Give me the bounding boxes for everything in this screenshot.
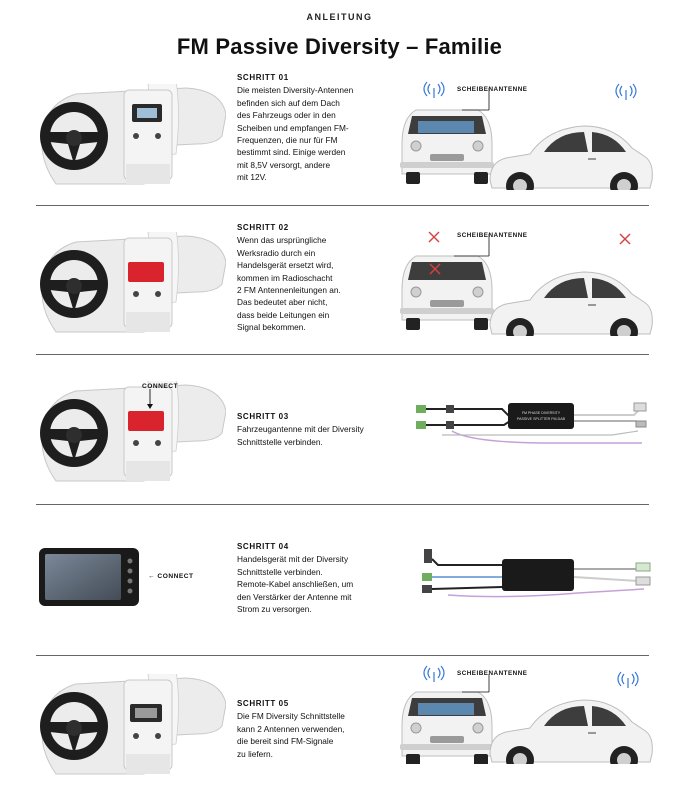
diversity-box-icon <box>508 403 574 429</box>
signal-icon <box>424 82 444 98</box>
step-description: Fahrzeugantenne mit der Diversity Schnittstelle verbinden. <box>237 424 364 447</box>
diversity-box-icon <box>502 559 574 591</box>
connector-icon <box>416 405 426 413</box>
cross-icon <box>429 232 439 242</box>
step-text <box>237 541 397 615</box>
car-illustration <box>392 80 657 190</box>
step-label: SCHRITT 01 <box>237 73 289 82</box>
diversity-module-illustration <box>412 391 657 463</box>
step-label: SCHRITT 05 <box>237 699 289 708</box>
signal-icon <box>424 666 444 682</box>
step-03 <box>0 355 679 503</box>
dashboard-illustration <box>36 84 226 196</box>
connector-icon <box>636 577 650 585</box>
car-side-icon <box>490 272 652 336</box>
annotation-scheibenantenne: SCHEIBENANTENNE <box>457 86 528 93</box>
step-text <box>237 72 387 184</box>
svg-text:FM PHASE DIVERSITY: FM PHASE DIVERSITY <box>521 411 561 415</box>
car-side-icon <box>490 126 652 190</box>
connector-icon <box>422 585 432 593</box>
step-description: Die meisten Diversity-Antennen befinden sich auf dem Dach des Fahrzeugs oder in den Scheiben und empfangen FM- Frequenzen, die nur für FM bestimmt sind. Einige werden mit 8,5V versorgt, andere mit 12V. <box>237 85 354 183</box>
step-description: Handelsgerät mit der Diversity Schnittstelle verbinden. Remote-Kabel anschließen, um den Verstärker der Antenne mit Strom zu versorgen. <box>237 554 354 615</box>
page-eyebrow: ANLEITUNG <box>306 12 373 22</box>
step-text <box>237 698 387 760</box>
car-front-icon <box>400 256 494 330</box>
signal-icon <box>618 672 638 688</box>
step-label: SCHRITT 04 <box>237 542 289 551</box>
connector-icon <box>636 421 646 427</box>
car-side-icon <box>490 700 652 764</box>
connector-icon <box>634 403 646 411</box>
annotation-connect: CONNECT <box>142 383 179 390</box>
svg-text:PASSIVE SPLITTER FM-DAB: PASSIVE SPLITTER FM-DAB <box>516 417 566 421</box>
signal-icon <box>616 84 636 100</box>
radio-slot-red-icon <box>128 411 164 431</box>
dashboard-illustration <box>36 232 226 344</box>
radio-slot-red-icon <box>128 262 164 282</box>
diversity-module-illustration <box>418 545 658 605</box>
car-illustration <box>392 226 657 336</box>
step-text <box>237 411 407 448</box>
step-01 <box>0 66 679 206</box>
annotation-scheibenantenne: SCHEIBENANTENNE <box>457 232 528 239</box>
windshield-antenna-highlight <box>418 703 474 715</box>
car-front-icon <box>400 692 494 764</box>
step-02 <box>0 206 679 354</box>
car-illustration <box>392 664 657 764</box>
connector-icon <box>416 421 426 429</box>
step-label: SCHRITT 03 <box>237 412 289 421</box>
step-05 <box>0 656 679 806</box>
dashboard-illustration <box>36 674 226 786</box>
windshield-antenna-highlight <box>418 121 474 133</box>
page-title: FM Passive Diversity – Familie <box>176 34 503 59</box>
step-description: Die FM Diversity Schnittstelle kann 2 Antennen verwenden, die bereit sind FM-Signale zu liefern. <box>237 711 345 759</box>
connector-icon <box>636 563 650 571</box>
connector-icon <box>424 549 432 563</box>
head-unit-illustration <box>38 547 140 609</box>
step-description: Wenn das ursprüngliche Werksradio durch ein Handelsgerät ersetzt wird, kommen im Radioschacht 2 FM Antennenleitungen an. Das bedeutet aber nicht, dass beide Leitungen ein Signal bekommen. <box>237 235 341 333</box>
step-04 <box>0 505 679 655</box>
step-label: SCHRITT 02 <box>237 223 289 232</box>
connector-icon <box>422 573 432 581</box>
dashboard-illustration <box>36 381 226 493</box>
step-text <box>237 222 387 334</box>
annotation-scheibenantenne: SCHEIBENANTENNE <box>457 670 528 677</box>
cross-icon <box>620 234 630 244</box>
annotation-connect: ← CONNECT <box>148 573 194 580</box>
